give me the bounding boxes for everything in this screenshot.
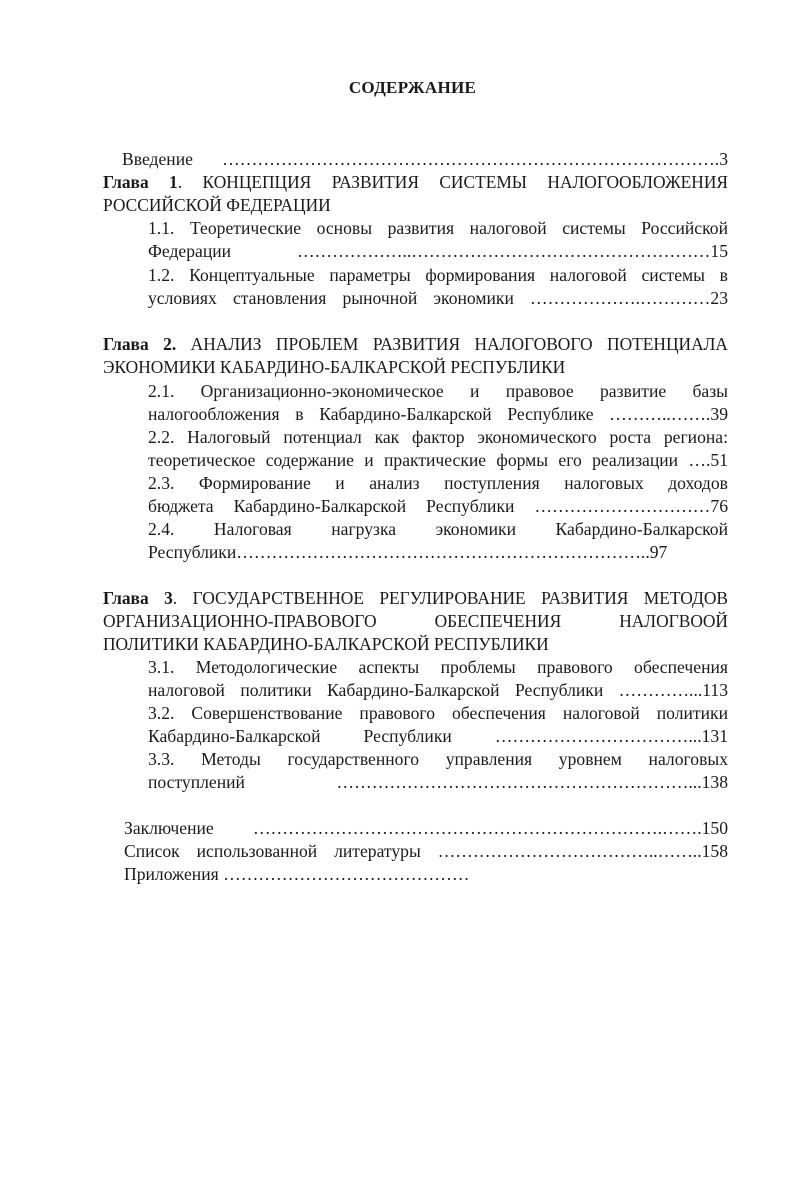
toc-introduction: Введение ………………………………………………………………………….3 (122, 149, 728, 169)
toc-section-2-4-line-2: Республики……………………………………………………………..97 (148, 542, 668, 562)
chapter-3-title-line-2: ОРГАНИЗАЦИОННО-ПРАВОВОГО ОБЕСПЕЧЕНИЯ НАЛОГВООЙ (103, 611, 728, 631)
chapter-1-label: Глава 1 (103, 172, 178, 192)
toc-section-2-3-line-1: 2.3. Формирование и анализ поступления налоговых доходов (148, 473, 728, 493)
toc-references: Список использованной литературы ………………………………..……..158 (124, 841, 728, 861)
toc-section-3-3-line-2: поступлений ……………………………………………………...138 (148, 772, 728, 792)
toc-section-3-2-line-2: Кабардино-Балкарской Республики ……………………………...131 (148, 726, 728, 746)
toc-section-1-1-line-2: Федерации ………………..……………………………………………15 (148, 241, 728, 261)
chapter-3-title-line-1: . ГОСУДАРСТВЕННОЕ РЕГУЛИРОВАНИЕ РАЗВИТИЯ МЕТОДОВ (172, 588, 728, 608)
chapter-3-title-line-3: ПОЛИТИКИ КАБАРДИНО-БАЛКАРСКОЙ РЕСПУБЛИКИ (103, 634, 549, 654)
toc-section-1-2-line-2: условиях становления рыночной экономики ……………….…………23 (148, 288, 728, 308)
toc-appendix: Приложения …………………………………… (124, 864, 470, 884)
toc-section-2-2-line-2: теоретическое содержание и практические формы его реализации ….51 (148, 450, 728, 470)
toc-section-1-1-line-1: 1.1. Теоретические основы развития налоговой системы Российской (148, 218, 728, 238)
toc-section-2-1-line-1: 2.1. Организационно-экономическое и правовое развитие базы (148, 381, 728, 401)
chapter-1-heading (103, 171, 728, 193)
toc-section-2-2-line-1: 2.2. Налоговый потенциал как фактор экономического роста региона: (148, 427, 728, 447)
toc-conclusion: Заключение …………………………………………………………….…….150 (124, 818, 728, 838)
chapter-2-title-line-1: АНАЛИЗ ПРОБЛЕМ РАЗВИТИЯ НАЛОГОВОГО ПОТЕНЦИАЛА (176, 334, 728, 354)
toc-section-3-3-line-1: 3.3. Методы государственного управления уровнем налоговых (148, 749, 728, 769)
chapter-2-heading (103, 333, 728, 355)
toc-section-1-2-line-1: 1.2. Концептуальные параметры формирования налоговой системы в (148, 265, 728, 285)
toc-section-2-3-line-2: бюджета Кабардино-Балкарской Республики …………………………76 (148, 496, 728, 516)
toc-section-3-1-line-1: 3.1. Методологические аспекты проблемы правового обеспечения (148, 657, 728, 677)
toc-section-3-2-line-1: 3.2. Совершенствование правового обеспечения налоговой политики (148, 703, 728, 723)
page-title: СОДЕРЖАНИЕ (348, 78, 477, 97)
chapter-2-label: Глава 2. (103, 334, 177, 354)
chapter-3-label: Глава 3 (103, 588, 173, 608)
chapter-1-title-line-1: . КОНЦЕПЦИЯ РАЗВИТИЯ СИСТЕМЫ НАЛОГООБЛОЖЕНИЯ (177, 172, 728, 192)
toc-section-3-1-line-2: налоговой политики Кабардино-Балкарской Республики …………...113 (148, 680, 728, 700)
chapter-1-title-line-2: РОССИЙСКОЙ ФЕДЕРАЦИИ (103, 195, 331, 215)
chapter-2-title-line-2: ЭКОНОМИКИ КАБАРДИНО-БАЛКАРСКОЙ РЕСПУБЛИКИ (103, 357, 566, 377)
chapter-3-heading (103, 587, 728, 609)
toc-section-2-4-line-1: 2.4. Налоговая нагрузка экономики Кабардино-Балкарской (148, 519, 728, 539)
toc-section-2-1-line-2: налогообложения в Кабардино-Балкарской Республике ………..…….39 (148, 404, 728, 424)
